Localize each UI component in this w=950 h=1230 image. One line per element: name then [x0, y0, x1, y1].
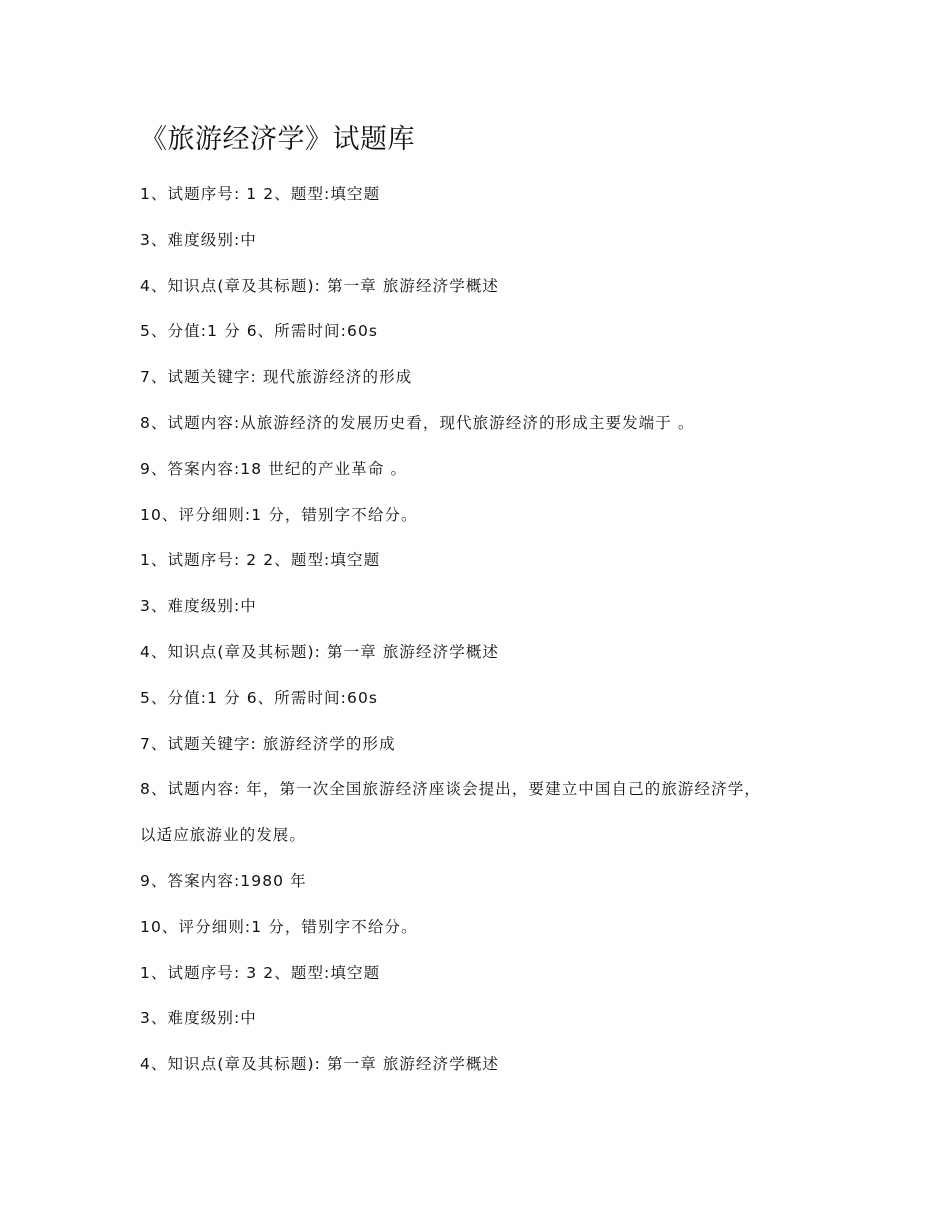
question-line: 1、试题序号: 1 2、题型:填空题 — [140, 185, 381, 203]
question-line: 10、评分细则:1 分，错别字不给分。 — [140, 917, 418, 936]
question-line: 8、试题内容: 年，第一次全国旅游经济座谈会提出，要建立中国自己的旅游经济学， — [140, 780, 761, 799]
question-line: 1、试题序号: 3 2、题型:填空题 — [140, 963, 381, 982]
question-line: 1、试题序号: 2 2、题型:填空题 — [140, 551, 381, 570]
question-line: 10、评分细则:1 分，错别字不给分。 — [140, 505, 418, 524]
question-line: 9、答案内容:1980 年 — [140, 871, 307, 890]
question-line: 8、试题内容:从旅游经济的发展历史看，现代旅游经济的形成主要发端于 。 — [140, 413, 695, 432]
question-line: 4、知识点(章及其标题): 第一章 旅游经济学概述 — [140, 1055, 500, 1074]
question-line: 5、分值:1 分 6、所需时间:60s — [140, 322, 379, 341]
question-line: 4、知识点(章及其标题): 第一章 旅游经济学概述 — [140, 276, 500, 295]
question-line: 9、答案内容:18 世纪的产业革命 。 — [140, 459, 408, 478]
question-list — [140, 180, 840, 1096]
question-line: 3、难度级别:中 — [140, 230, 257, 249]
document-title: 《旅游经济学》试题库 — [140, 124, 415, 155]
question-line: 3、难度级别:中 — [140, 1009, 257, 1028]
question-line: 5、分值:1 分 6、所需时间:60s — [140, 688, 379, 707]
question-line: 4、知识点(章及其标题): 第一章 旅游经济学概述 — [140, 642, 500, 661]
question-line: 7、试题关键字: 现代旅游经济的形成 — [140, 368, 413, 387]
question-line: 3、难度级别:中 — [140, 597, 257, 616]
question-line: 7、试题关键字: 旅游经济学的形成 — [140, 734, 396, 753]
question-line: 以适应旅游业的发展。 — [140, 826, 307, 845]
